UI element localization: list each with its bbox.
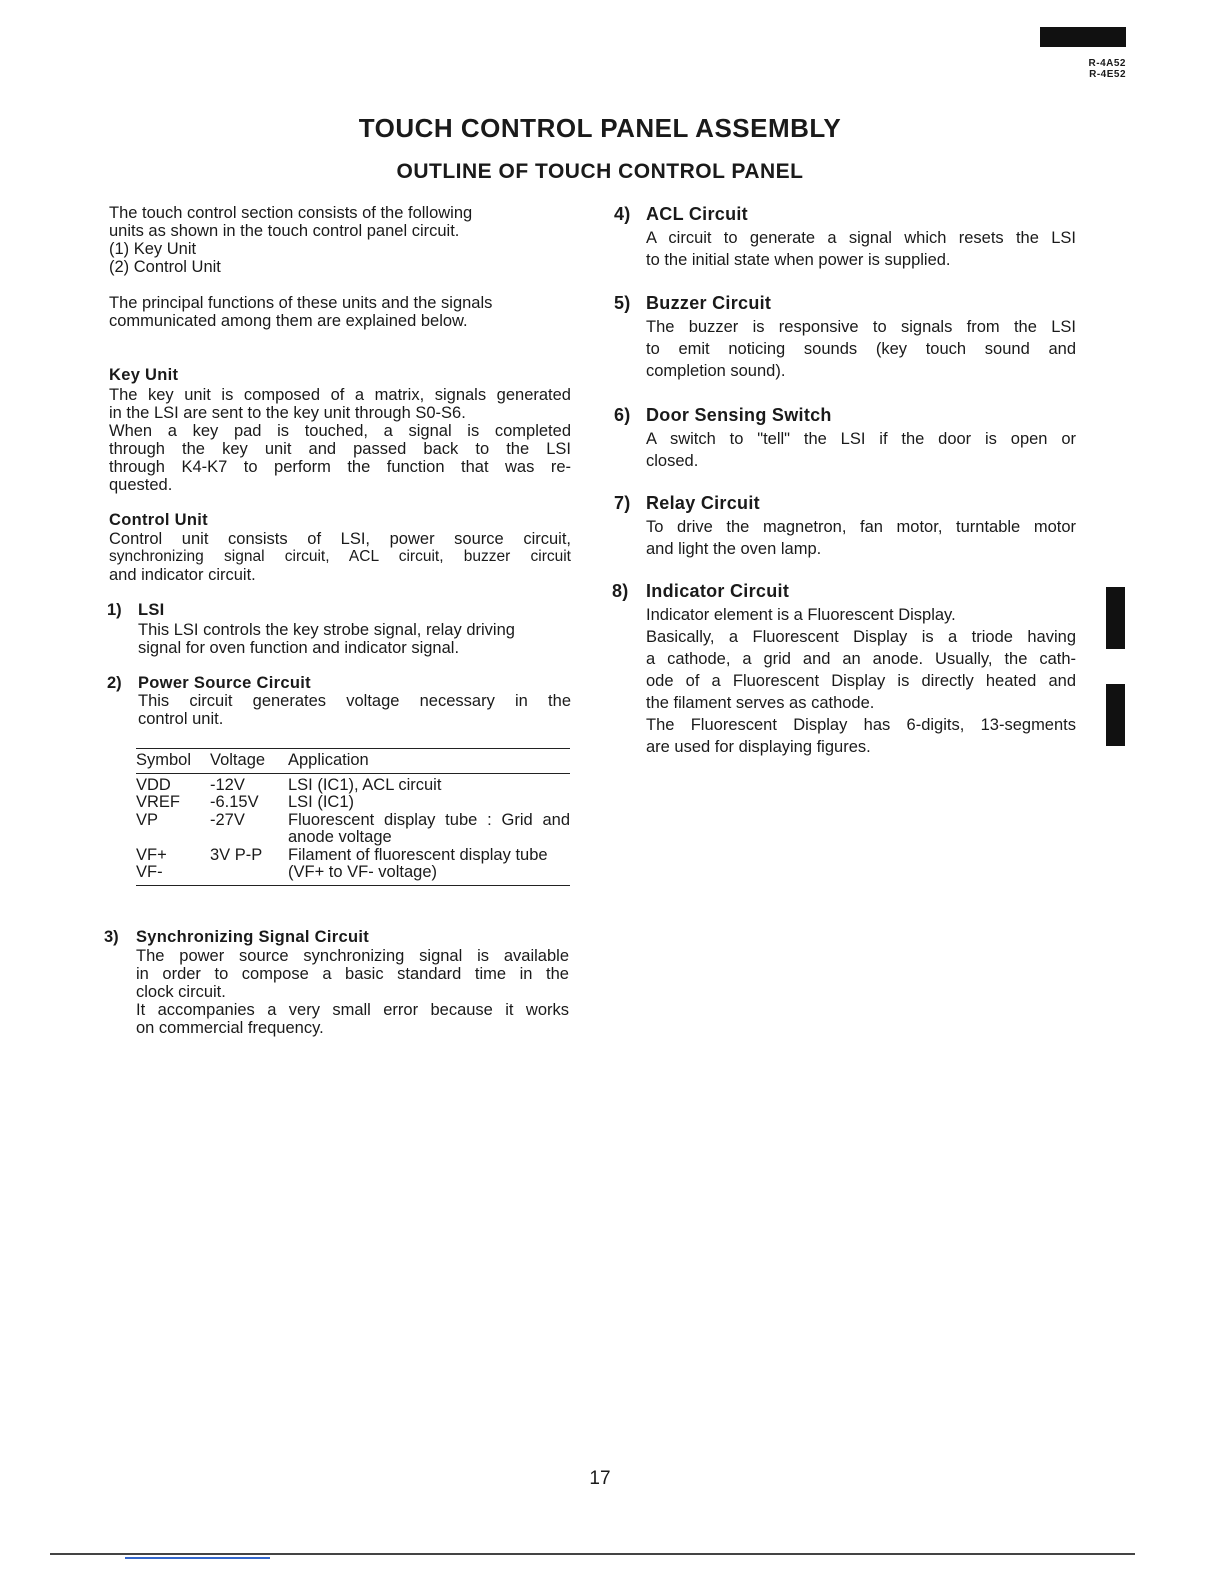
section-number: 3) — [104, 928, 119, 946]
footer-mark — [125, 1557, 270, 1559]
section-heading-power-source: Power Source Circuit — [138, 674, 311, 692]
table-row — [136, 773, 570, 794]
section-heading-door-sensing: Door Sensing Switch — [646, 405, 832, 425]
table-cell — [210, 864, 288, 885]
section-heading-buzzer: Buzzer Circuit — [646, 293, 772, 313]
section-line: A circuit to generate a signal which resets the LSI — [646, 229, 1076, 247]
section-line: and light the oven lamp. — [646, 540, 822, 558]
table-cell: -6.15V — [210, 793, 259, 811]
control-unit-line: Control unit consists of LSI, power source circuit, — [109, 530, 571, 548]
voltage-table — [136, 748, 570, 886]
section-line: to emit noticing sounds (key touch sound and — [646, 340, 1076, 358]
key-unit-line: through the key unit and passed back to the LSI — [109, 440, 571, 458]
page-number: 17 — [589, 1468, 611, 1489]
section-line: on commercial frequency. — [136, 1019, 324, 1037]
key-unit-line: The key unit is composed of a matrix, signals generated — [109, 386, 571, 404]
table-cell: VF+ — [136, 845, 167, 864]
section-line: ode of a Fluorescent Display is directly heated and — [646, 672, 1076, 690]
table-row — [136, 864, 570, 885]
table-row — [136, 812, 570, 847]
key-unit-heading: Key Unit — [109, 366, 179, 384]
key-unit-line: through K4-K7 to perform the function that was re- — [109, 458, 571, 476]
intro-line-2: units as shown in the touch control panel circuit. — [109, 222, 460, 240]
key-unit-line: quested. — [109, 476, 173, 494]
footer-rule — [50, 1553, 1135, 1555]
table-header-row — [136, 749, 570, 774]
section-line: to the initial state when power is supplied. — [646, 251, 951, 269]
table-cell: -12V — [210, 775, 245, 794]
page-subtitle: OUTLINE OF TOUCH CONTROL PANEL — [396, 160, 804, 183]
section-line: Basically, a Fluorescent Display is a triode having — [646, 628, 1076, 646]
table-cell: VF- — [136, 864, 210, 885]
model-code-1: R-4A52 — [1088, 58, 1126, 69]
key-unit-line: When a key pad is touched, a signal is completed — [109, 422, 571, 440]
change-bar — [1106, 684, 1125, 746]
section-heading-lsi: LSI — [138, 601, 165, 619]
section-line: Indicator element is a Fluorescent Display. — [646, 606, 956, 624]
table-cell: (VF+ to VF- voltage) — [288, 864, 570, 885]
section-line: control unit. — [138, 710, 224, 728]
section-line: This LSI controls the key strobe signal, relay driving — [138, 621, 515, 639]
table-row — [136, 794, 570, 812]
table-header: Application — [288, 749, 570, 774]
intro-item-1: (1) Key Unit — [109, 240, 197, 258]
page-title: TOUCH CONTROL PANEL ASSEMBLY — [358, 113, 842, 143]
table-cell: VDD — [136, 775, 171, 794]
table-cell: 3V P-P — [210, 845, 263, 864]
section-number: 1) — [107, 601, 122, 619]
control-unit-line: synchronizing signal circuit, ACL circuit, buzzer circuit — [109, 548, 571, 565]
table-cell: LSI (IC1) — [288, 793, 355, 811]
table-header: Voltage — [210, 749, 288, 774]
section-line: A switch to "tell" the LSI if the door is open or — [646, 430, 1076, 448]
table-header: Symbol — [136, 749, 210, 774]
table-cell: Filament of fluorescent display tube — [288, 845, 548, 864]
section-heading-relay: Relay Circuit — [646, 493, 760, 513]
section-line: completion sound). — [646, 362, 786, 380]
section-number: 6) — [614, 405, 631, 425]
section-line: closed. — [646, 452, 699, 470]
control-unit-heading: Control Unit — [109, 511, 208, 529]
corner-mark — [1040, 27, 1126, 47]
table-cell: VP — [136, 810, 159, 829]
control-unit-line: and indicator circuit. — [109, 566, 256, 584]
section-number: 4) — [614, 204, 631, 224]
section-number: 8) — [612, 581, 629, 601]
section-line: in order to compose a basic standard time in the — [136, 965, 569, 983]
table-cell: Fluorescent display tube : Grid and anode voltage — [288, 810, 570, 846]
change-bar — [1106, 587, 1125, 649]
key-unit-line: in the LSI are sent to the key unit through S0-S6. — [109, 404, 466, 422]
model-code-2: R-4E52 — [1089, 69, 1126, 80]
section-line: This circuit generates voltage necessary in the — [138, 692, 571, 710]
section-number: 7) — [614, 493, 631, 513]
section-heading-acl: ACL Circuit — [646, 204, 748, 224]
intro-para2-line-1: The principal functions of these units and the signals — [109, 294, 493, 312]
section-line: are used for displaying figures. — [646, 738, 871, 756]
table-row — [136, 847, 570, 865]
section-line: a cathode, a grid and an anode. Usually, the cath- — [646, 650, 1076, 668]
section-number: 5) — [614, 293, 631, 313]
section-line: To drive the magnetron, fan motor, turntable motor — [646, 518, 1076, 536]
intro-item-2: (2) Control Unit — [109, 258, 221, 276]
intro-line-1: The touch control section consists of the following — [109, 204, 473, 222]
section-line: the filament serves as cathode. — [646, 694, 875, 712]
section-line: The power source synchronizing signal is available — [136, 947, 569, 965]
intro-para2-line-2: communicated among them are explained below. — [109, 312, 468, 330]
table-cell: -27V — [210, 810, 245, 829]
section-line: The Fluorescent Display has 6-digits, 13-segments — [646, 716, 1076, 734]
section-line: clock circuit. — [136, 983, 226, 1001]
section-line: It accompanies a very small error because it works — [136, 1001, 569, 1019]
table-cell: VREF — [136, 793, 181, 811]
section-heading-synchronizing: Synchronizing Signal Circuit — [136, 928, 370, 946]
table-cell: LSI (IC1), ACL circuit — [288, 775, 442, 794]
section-number: 2) — [107, 674, 122, 692]
section-line: signal for oven function and indicator signal. — [138, 639, 460, 657]
section-heading-indicator: Indicator Circuit — [646, 581, 790, 601]
section-line: The buzzer is responsive to signals from the LSI — [646, 318, 1076, 336]
